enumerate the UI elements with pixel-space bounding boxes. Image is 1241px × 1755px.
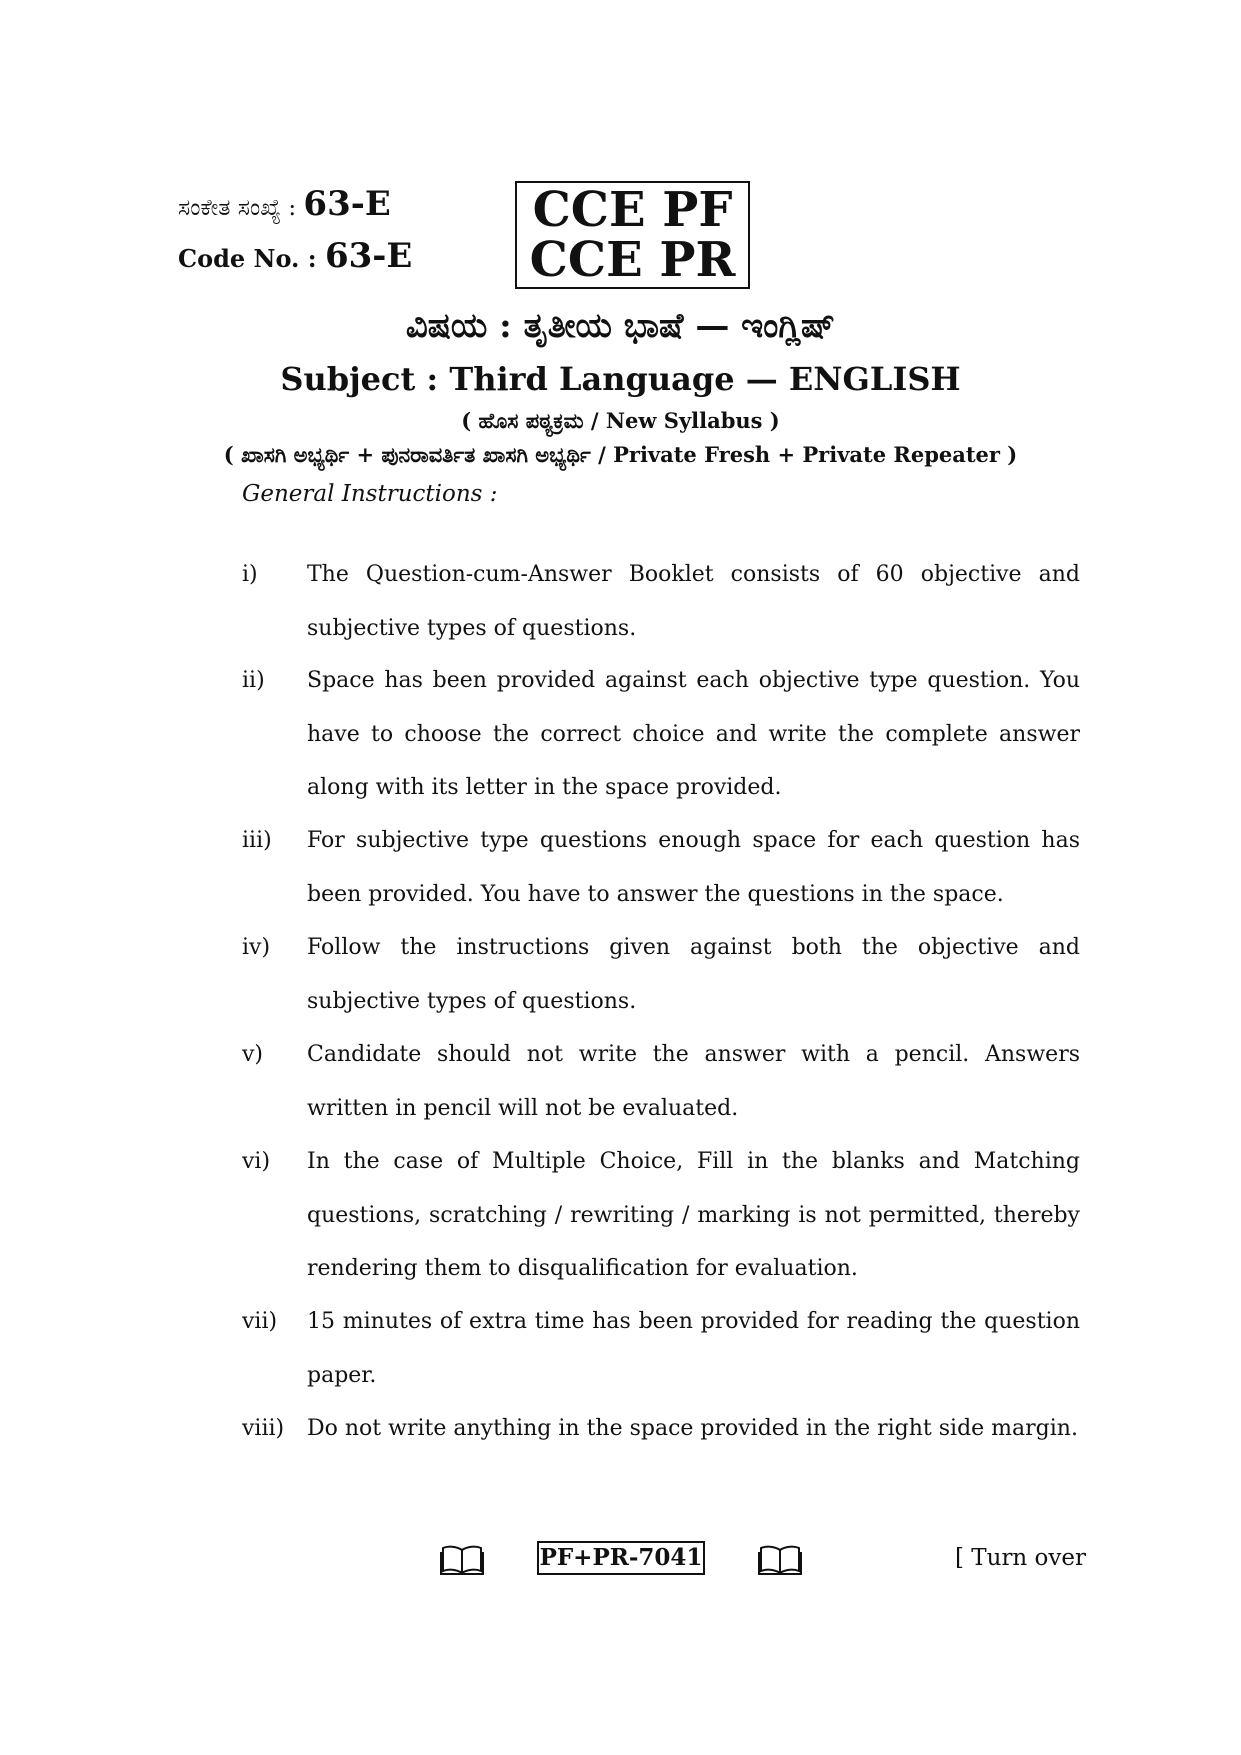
- instruction-text: Do not write anything in the space provided in the right side margin.: [307, 1416, 1078, 1441]
- paper-reference-code: PF+PR-7041: [537, 1541, 705, 1575]
- instruction-text: In the case of Multiple Choice, Fill in the blanks and Matching questions, scratching / rewriting / marking is not permitted, thereby rendering them to disqualification for evaluation.: [307, 1149, 1080, 1281]
- instruction-item: [242, 1402, 1080, 1456]
- instruction-number: ii): [242, 668, 265, 693]
- instruction-number: iii): [242, 828, 272, 853]
- exam-type-line-2: CCE PR: [529, 232, 736, 288]
- syllabus-note: ( ಹೊಸ ಪಠ್ಯಕ್ರಮ / New Syllabus ): [461, 408, 780, 433]
- code-number-kannada: [178, 184, 391, 224]
- open-book-icon: [440, 1544, 484, 1576]
- instruction-text: Candidate should not write the answer with a pencil. Answers written in pencil will not be evaluated.: [307, 1042, 1080, 1121]
- instruction-text: For subjective type questions enough space for each question has been provided. You have to answer the questions in the space.: [307, 828, 1080, 907]
- instruction-number: i): [242, 562, 258, 587]
- code-number-english: [178, 236, 412, 276]
- instruction-item: [242, 1135, 1080, 1296]
- instruction-number: v): [242, 1042, 264, 1067]
- instruction-number: viii): [242, 1416, 285, 1441]
- instruction-number: vii): [242, 1309, 278, 1334]
- page-footer: [0, 1538, 1241, 1588]
- turn-over-note: [ Turn over: [955, 1545, 1087, 1571]
- code-value-kannada: 63-E: [303, 184, 391, 224]
- instruction-item: [242, 654, 1080, 815]
- instruction-text: The Question-cum-Answer Booklet consists of 60 objective and subjective types of questions.: [307, 562, 1080, 641]
- instructions-heading: General Instructions :: [242, 481, 498, 507]
- exam-type-line-1: CCE PF: [532, 182, 733, 238]
- instruction-item: [242, 921, 1080, 1028]
- code-label-english: Code No. :: [178, 244, 317, 273]
- instruction-text: Follow the instructions given against both the objective and subjective types of questions.: [307, 935, 1080, 1014]
- open-book-icon: [758, 1544, 802, 1576]
- instruction-text: 15 minutes of extra time has been provided for reading the question paper.: [307, 1309, 1080, 1388]
- instruction-number: vi): [242, 1149, 271, 1174]
- exam-type-box: [515, 181, 750, 289]
- instruction-text: Space has been provided against each objective type question. You have to choose the correct choice and write the complete answer along with its letter in the space provided.: [307, 668, 1080, 800]
- code-value-english: 63-E: [324, 236, 413, 276]
- candidate-type: ( ಖಾಸಗಿ ಅಭ್ಯರ್ಥಿ + ಪುನರಾವರ್ತಿತ ಖಾಸಗಿ ಅಭ್ಯರ್ಥಿ / Private Fresh + Private Repeater ): [223, 442, 1018, 467]
- instruction-item: [242, 548, 1080, 655]
- subject-english: Subject : Third Language — ENGLISH: [280, 360, 961, 398]
- instruction-number: iv): [242, 935, 271, 960]
- instruction-item: [242, 814, 1080, 921]
- instruction-item: [242, 1295, 1080, 1402]
- subject-kannada: ವಿಷಯ : ತೃತೀಯ ಭಾಷೆ — ಇಂಗ್ಲಿಷ್: [405, 306, 836, 346]
- code-label-kannada: ಸಂಕೇತ ಸಂಖ್ಯೆ :: [178, 195, 297, 221]
- instruction-item: [242, 1028, 1080, 1135]
